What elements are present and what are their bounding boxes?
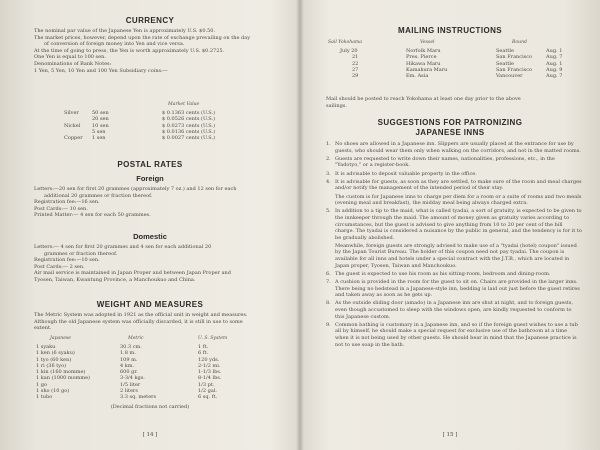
metric-value: 600 gr. <box>120 369 138 376</box>
suggestion-text: No shoes are allowed in a Japanese inn. Slippers are usually placed at the entrance for use by guests, who should wear them only when walking on the corridors, and not in the matted rooms. <box>335 141 581 154</box>
suggestion-item <box>326 156 582 169</box>
coin-value: $ 0.0273 cents (U.S.) <box>162 122 216 129</box>
jp-unit: 1 ken (6 syaku) <box>36 350 75 357</box>
mailing-note-line: sailings. <box>326 102 347 109</box>
market-value-label: Market Value <box>168 102 200 107</box>
jp-unit: 1 kan (1000 momme) <box>36 375 90 382</box>
suggestion-text: The custom is for Japanese inns to charge per diem for a room or a suite of rooms and two meals (evening meal and breakfast), the midday meal being always charged extra. <box>335 193 582 207</box>
domestic-line: Tyosen, Taiwan, Kwantung Province, a Manchoukuo and China. <box>34 276 196 283</box>
coin-value: $ 0.0027 cents (U.S.) <box>162 135 216 142</box>
suggestion-text: In addition to a tip to the maid, what is called tyadai, a sort of gratuity, is expected to be given to the innkeeper through the maid. The amount of money given as gratuity varies according to circumstances, but the guest is advised to give anything from 10 to 20 per cent of the bill charge. The tyadai is considered a nuisance by the public in general, and the tendency is for it to be gradually abolished. <box>335 208 582 241</box>
arrival-date: Aug. 1 <box>546 48 563 54</box>
jp-unit: 1 go <box>36 381 47 388</box>
domestic-line: Air mail service is maintained in Japan Proper and between Japan Proper and <box>34 270 231 277</box>
foreign-line: Letters:—20 sen for first 20 grammes (approximately 7 oz.) and 12 sen for each <box>34 186 237 192</box>
metric-column <box>120 344 156 401</box>
suggestion-text: The guest is expected to use his room as his sitting-room, bedroom and dining-room. <box>335 270 551 277</box>
weights-intro-line: The Metric System was adopted in 1921 as the official unit in weight and measures. <box>34 312 248 318</box>
coin-value-column <box>162 110 215 141</box>
us-value: 2-1/2 mi. <box>198 362 221 369</box>
suggestion-number: 2. <box>326 155 331 162</box>
domestic-line: Post Cards:— 2 sen. <box>34 263 85 270</box>
domestic-line: Registration fee:—10 sen. <box>34 257 100 264</box>
coin-metal: Nickel <box>64 122 81 129</box>
header-bound: Bound <box>512 40 527 45</box>
us-value: 120 yds. <box>198 356 220 363</box>
suggestion-item <box>326 141 582 154</box>
domestic-line: grammes or fraction thereof. <box>44 250 118 257</box>
header-sail-yokohama: Sail Yokohama <box>328 40 363 45</box>
foreign-line: Post Cards:— 10 sen. <box>34 205 88 212</box>
jp-unit: 1 tubo <box>36 394 53 401</box>
vessel-name: Em. Asia <box>406 73 429 80</box>
foreign-line: Registration fee:—16 sen. <box>34 199 100 206</box>
metric-value: 1/5 liter <box>120 381 141 388</box>
metric-value: 2 liters <box>120 388 138 395</box>
suggestion-item <box>326 300 582 320</box>
suggestion-number: 3. <box>326 170 331 177</box>
arrival-date: Aug. 1 <box>546 60 563 67</box>
currency-text <box>34 28 250 74</box>
jp-unit: 1 syaku <box>36 344 56 350</box>
coin-amount-column <box>92 110 109 141</box>
mailing-note <box>326 96 521 109</box>
page-number-left: [ 14 ] <box>142 432 158 438</box>
vessel-name: Hikawa Maru <box>406 60 441 67</box>
suggestion-item <box>326 322 582 348</box>
suggestion-item <box>326 194 582 207</box>
suggestion-text: It is advisable for guests, as soon as they are settled, to make sure of the room and meal charges and/or notify the management of the intended period of their stay. <box>335 178 582 192</box>
suggestion-item <box>326 171 582 178</box>
suggestion-item <box>326 208 582 241</box>
vessel-name: Kamakura Maru <box>406 66 448 73</box>
domestic-subtitle: Domestic <box>133 232 167 241</box>
sail-date-column <box>340 48 358 79</box>
suggestion-number <box>326 243 335 269</box>
us-value: 6 sq. ft. <box>198 394 218 401</box>
sail-date: July 20 <box>340 48 358 54</box>
sail-date: 22 <box>352 60 359 67</box>
currency-line: The nominal par value of the Japanese Yen is approximately U.S. $0.50. <box>34 28 216 34</box>
sail-date: 21 <box>352 54 359 61</box>
coin-amount: 5 sen <box>92 128 106 135</box>
currency-line: At the time of going to press, the Yen is worth approximately U.S. $0.2725. <box>34 47 225 54</box>
inns-title-line-1: SUGGESTIONS FOR PATRONIZING <box>377 118 523 127</box>
us-column <box>198 344 221 401</box>
metric-value: 30.3 cm. <box>120 344 142 350</box>
suggestion-item <box>326 179 582 192</box>
destination: Vancouver <box>496 73 523 80</box>
jp-unit: 1 tyo (60 ken) <box>36 356 72 363</box>
us-value: 1 ft. <box>198 344 209 350</box>
currency-line: Denominations of Bank Notes: <box>34 60 112 67</box>
arrival-column <box>546 48 562 79</box>
domestic-rates-text <box>34 244 231 284</box>
destination: San Francisco <box>496 54 533 61</box>
vessel-name: Norfolk Maru <box>406 48 441 54</box>
suggestion-text: As the outside sliding door (amado) in a Japanese inn are shut at night, and to foreign guests, even though accustomed to sleep with the windows open, are kindly requested to conform to this Japanese custom. <box>335 300 574 320</box>
jp-unit: 1 sho (10 go) <box>36 388 70 395</box>
currency-line: of conversion of foreign money into Yen and vice versa. <box>44 41 185 48</box>
suggestion-number <box>326 194 335 207</box>
foreign-subtitle: Foreign <box>136 174 164 183</box>
suggestion-item <box>326 279 582 299</box>
coin-amount: 20 sen <box>92 116 109 123</box>
jp-unit: 1 kin (160 momme) <box>36 369 86 376</box>
right-page <box>300 0 600 450</box>
arrival-date: Aug. 9 <box>546 66 563 73</box>
coin-value: $ 0.0136 cents (U.S.) <box>162 128 216 135</box>
us-value: 1-1/3 lbs. <box>198 369 222 376</box>
suggestion-text: Common bathing is customary in a Japanese inn, and so if the foreign guest wishes to use a tub all by himself, he should make a special request for exclusive use of the bathroom at a time when it is not being used by other guests. He should bear in mind that the Japanese practice is not to use soap in the bath. <box>335 321 578 348</box>
coin-value: $ 0.1363 cents (U.S.) <box>162 110 216 116</box>
us-value: 1/2 gal. <box>198 388 218 395</box>
jp-unit-column <box>36 344 90 401</box>
suggestion-text: It is advisable to deposit valuable property in the office. <box>335 170 477 177</box>
header-vessel: Vessel <box>420 40 435 45</box>
jp-unit: 1 ri (36 tyo) <box>36 362 67 369</box>
suggestion-number: 1. <box>326 141 331 147</box>
destination: Seattle <box>496 60 514 67</box>
suggestion-item <box>326 243 582 269</box>
suggestion-text: Meanwhile, foreign guests are strongly advised to make use of a "tyadai (hotel) coupon" issued by the Japan Tourist Bureau. The holder of this coupon need not pay tyadai. The coupon is available for all inns and hotels under a special contract with the J.T.B., which are located in Japan proper, Tyosen, Taiwan and Manchoukuo. <box>335 242 577 269</box>
mailing-note-line: Mail should be posted to reach Yokohama at least one day prior to the above <box>326 96 521 102</box>
foreign-line: Printed Matter:— 4 sen for each 50 grammes. <box>34 212 151 219</box>
vessel-name: Pres. Pierce <box>406 54 437 61</box>
weights-intro <box>34 312 248 332</box>
suggestion-number: 7. <box>326 279 331 286</box>
destination: Seattle <box>496 48 514 54</box>
destination-column <box>496 48 532 79</box>
header-metric: Metric <box>128 336 144 341</box>
header-japanese: Japanese <box>50 336 72 341</box>
suggestion-number: 5. <box>326 208 331 215</box>
currency-line: One Yen is equal to 100 sen. <box>34 54 106 61</box>
suggestion-item <box>326 271 582 278</box>
inns-suggestion-list <box>326 141 582 350</box>
currency-line: 1 Yen, 5 Yen, 10 Yen and 100 Yen Subsidiary coins:— <box>34 67 168 74</box>
weights-intro-line: Although the old Japanese system was officially discarded, it is still in use to some <box>34 318 243 325</box>
sail-date: 27 <box>352 66 359 73</box>
vessel-column <box>406 48 447 79</box>
coin-value: $ 0.0526 cents (U.S.) <box>162 116 216 123</box>
coin-metal: Copper <box>64 135 83 142</box>
foreign-line: additional 20 grammes or fraction thereof. <box>44 192 153 199</box>
coin-amount: 1 sen <box>92 135 106 142</box>
suggestion-number: 8. <box>326 300 331 307</box>
suggestion-number: 4. <box>326 178 331 185</box>
weights-intro-line: extent. <box>34 325 52 332</box>
metric-value: 3.3 sq. meters <box>120 394 157 401</box>
coin-amount: 50 sen <box>92 110 109 116</box>
suggestion-number: 6. <box>326 270 331 277</box>
arrival-date: Aug. 7 <box>546 54 563 61</box>
suggestion-number: 9. <box>326 321 331 328</box>
inns-title-line-2: JAPANESE INNS <box>415 128 485 137</box>
decimal-note: (Decimal fractions not carried) <box>110 404 190 410</box>
weights-title: WEIGHT AND MEASURES <box>96 300 204 309</box>
suggestion-text: A cushion is provided in the room for the guest to sit on. Chairs are provided in the larger inns. There being no bedstead in a Japanese-style inn, bedding is laid out just before the guest retires and taken away as soon as he gets up. <box>335 279 580 299</box>
destination: San Francisco <box>496 66 533 73</box>
foreign-rates-text <box>34 186 237 219</box>
metric-value: 4 km. <box>120 362 135 369</box>
mailing-title: MAILING INSTRUCTIONS <box>398 26 502 35</box>
coin-amount: 10 sen <box>92 122 109 129</box>
us-value: 8-1/4 lbs. <box>198 375 222 382</box>
metric-value: 1.8 m. <box>120 350 136 357</box>
page-number-right: [ 15 ] <box>442 432 458 438</box>
us-value: 1/3 pt. <box>198 381 215 388</box>
currency-title: CURRENCY <box>125 16 175 25</box>
header-us-system: U. S. System <box>198 336 228 341</box>
us-value: 6 ft. <box>198 350 209 357</box>
coin-metal: Silver <box>64 110 79 116</box>
suggestion-text: Guests are requested to write down their names, nationalities, professions, etc., in the "Yadotyo," or a register-book. <box>335 155 555 169</box>
postal-rates-title: POSTAL RATES <box>117 160 183 169</box>
metric-value: 3-3/4 kgs. <box>120 375 145 382</box>
arrival-date: Aug. 7 <box>546 73 563 80</box>
sail-date: 29 <box>352 73 359 80</box>
metric-value: 109 m. <box>120 356 138 363</box>
domestic-line: Letters:— 4 sen for first 20 grammes and 4 sen for each additional 20 <box>34 244 212 250</box>
currency-line: The market prices, however, depend upon the rate of exchange prevailing on the day <box>34 34 251 41</box>
